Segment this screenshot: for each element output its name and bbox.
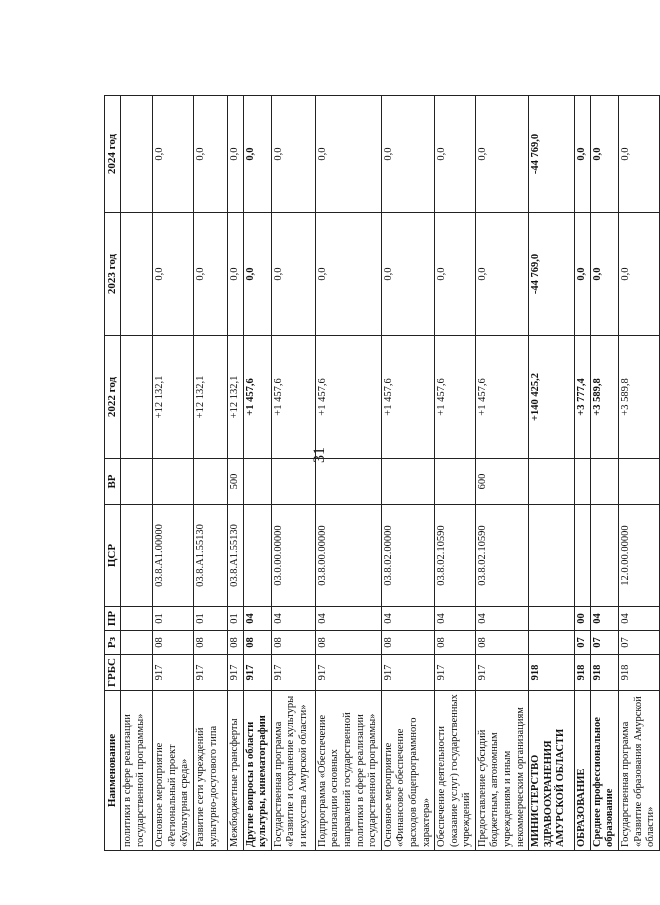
cell-name: МИНИСТЕРСТВО ЗДРАВООХРАНЕНИЯ АМУРСКОЙ ОБЛАСТИ xyxy=(529,691,575,851)
cell-grbs: 918 xyxy=(575,655,591,691)
cell-2024: 0,0 xyxy=(381,96,434,213)
cell-2022 xyxy=(121,336,153,459)
cell-pr: 00 xyxy=(575,607,591,631)
cell-grbs: 917 xyxy=(227,655,243,691)
cell-name: Основное мероприятие «Региональный проект «Культурная среда» xyxy=(153,691,194,851)
cell-rz: 08 xyxy=(381,631,434,655)
cell-2024: 0,0 xyxy=(315,96,381,213)
cell-name: Среднее профессиональное образование xyxy=(590,691,618,851)
table-row xyxy=(121,96,153,851)
cell-vr xyxy=(315,459,381,505)
header-pr: ПР xyxy=(105,607,121,631)
cell-name: Межбюджетные трансферты xyxy=(227,691,243,851)
header-2023: 2023 год xyxy=(105,213,121,336)
cell-vr xyxy=(121,459,153,505)
cell-2023: 0,0 xyxy=(475,213,528,336)
cell-2022: +140 425,2 xyxy=(529,336,575,459)
cell-rz: 08 xyxy=(435,631,476,655)
cell-pr: 04 xyxy=(475,607,528,631)
cell-pr: 01 xyxy=(153,607,194,631)
table-row xyxy=(227,96,243,851)
cell-vr xyxy=(619,459,660,505)
cell-csr: 03.0.00.00000 xyxy=(271,505,315,607)
header-2022: 2022 год xyxy=(105,336,121,459)
cell-2023: -44 769,0 xyxy=(529,213,575,336)
cell-vr xyxy=(271,459,315,505)
cell-2022: +1 457,6 xyxy=(243,336,271,459)
cell-2023: 0,0 xyxy=(243,213,271,336)
cell-rz: 08 xyxy=(475,631,528,655)
cell-csr: 12.0.00.00000 xyxy=(619,505,660,607)
cell-grbs: 918 xyxy=(529,655,575,691)
cell-pr xyxy=(529,607,575,631)
cell-grbs: 917 xyxy=(153,655,194,691)
cell-pr xyxy=(121,607,153,631)
cell-2022: +12 132,1 xyxy=(153,336,194,459)
cell-csr: 03.8.A1.00000 xyxy=(153,505,194,607)
cell-csr xyxy=(243,505,271,607)
cell-pr: 04 xyxy=(243,607,271,631)
cell-csr xyxy=(121,505,153,607)
cell-rz: 08 xyxy=(315,631,381,655)
cell-pr: 04 xyxy=(271,607,315,631)
cell-csr: 03.8.00.00000 xyxy=(315,505,381,607)
cell-2024: 0,0 xyxy=(227,96,243,213)
cell-2022: +1 457,6 xyxy=(475,336,528,459)
cell-2023: 0,0 xyxy=(590,213,618,336)
table-row xyxy=(575,96,591,851)
budget-table xyxy=(104,95,660,851)
header-2024: 2024 год xyxy=(105,96,121,213)
cell-2024: 0,0 xyxy=(153,96,194,213)
cell-2023: 0,0 xyxy=(435,213,476,336)
header-row xyxy=(105,96,121,851)
cell-pr: 04 xyxy=(619,607,660,631)
cell-name: Подпрограмма «Обеспечение реализации основных направлений государственной политики в сфере реализации государственной программы» xyxy=(315,691,381,851)
cell-2024: -44 769,0 xyxy=(529,96,575,213)
cell-pr: 04 xyxy=(315,607,381,631)
cell-csr: 03.8.02.00000 xyxy=(381,505,434,607)
cell-rz: 07 xyxy=(619,631,660,655)
table-row xyxy=(619,96,660,851)
cell-vr xyxy=(529,459,575,505)
cell-2022: +1 457,6 xyxy=(381,336,434,459)
cell-rz: 08 xyxy=(153,631,194,655)
cell-grbs xyxy=(121,655,153,691)
cell-grbs: 917 xyxy=(381,655,434,691)
table-row xyxy=(475,96,528,851)
cell-csr: 03.8.A1.55130 xyxy=(193,505,227,607)
cell-csr: 03.8.02.10590 xyxy=(435,505,476,607)
cell-vr xyxy=(243,459,271,505)
cell-2023: 0,0 xyxy=(381,213,434,336)
cell-2022: +3 777,4 xyxy=(575,336,591,459)
cell-2022: +1 457,6 xyxy=(315,336,381,459)
cell-pr: 04 xyxy=(590,607,618,631)
cell-name: Другие вопросы в области культуры, кинематографии xyxy=(243,691,271,851)
cell-vr xyxy=(435,459,476,505)
cell-grbs: 917 xyxy=(315,655,381,691)
cell-2023 xyxy=(121,213,153,336)
cell-2023: 0,0 xyxy=(193,213,227,336)
cell-grbs: 917 xyxy=(435,655,476,691)
header-rz: Рз xyxy=(105,631,121,655)
cell-2024: 0,0 xyxy=(271,96,315,213)
cell-rz xyxy=(121,631,153,655)
cell-2022: +3 589,8 xyxy=(619,336,660,459)
cell-vr xyxy=(153,459,194,505)
cell-2024: 0,0 xyxy=(590,96,618,213)
cell-pr: 04 xyxy=(381,607,434,631)
cell-name: политики в сфере реализации государственной программы» xyxy=(121,691,153,851)
cell-rz: 07 xyxy=(590,631,618,655)
cell-grbs: 917 xyxy=(243,655,271,691)
cell-name: Государственная программа «Развитие образования Амурской области» xyxy=(619,691,660,851)
table-row xyxy=(153,96,194,851)
cell-2022: +1 457,6 xyxy=(435,336,476,459)
table-body xyxy=(121,96,660,851)
cell-pr: 01 xyxy=(193,607,227,631)
cell-rz: 08 xyxy=(227,631,243,655)
header-csr: ЦСР xyxy=(105,505,121,607)
cell-name: Основное мероприятие «Финансовое обеспечение расходов общепрограммного характера» xyxy=(381,691,434,851)
cell-grbs: 917 xyxy=(271,655,315,691)
cell-2022: +12 132,1 xyxy=(227,336,243,459)
cell-2024: 0,0 xyxy=(575,96,591,213)
cell-name: Обеспечение деятельности (оказание услуг) государственных учреждений xyxy=(435,691,476,851)
cell-2024: 0,0 xyxy=(243,96,271,213)
table-row xyxy=(590,96,618,851)
cell-vr xyxy=(590,459,618,505)
cell-name: ОБРАЗОВАНИЕ xyxy=(575,691,591,851)
header-vr: ВР xyxy=(105,459,121,505)
cell-rz: 07 xyxy=(575,631,591,655)
cell-grbs: 918 xyxy=(619,655,660,691)
table-row xyxy=(381,96,434,851)
cell-2023: 0,0 xyxy=(227,213,243,336)
cell-2023: 0,0 xyxy=(315,213,381,336)
cell-2022: +3 589,8 xyxy=(590,336,618,459)
table-row xyxy=(315,96,381,851)
page-number: 31 xyxy=(311,447,328,463)
cell-2024 xyxy=(121,96,153,213)
cell-grbs: 917 xyxy=(475,655,528,691)
cell-name: Предоставление субсидий бюджетным, автономным учреждениям и иным некоммерческим организациям xyxy=(475,691,528,851)
cell-csr: 03.8.02.10590 xyxy=(475,505,528,607)
cell-vr: 500 xyxy=(227,459,243,505)
cell-rz: 08 xyxy=(193,631,227,655)
cell-csr xyxy=(529,505,575,607)
cell-2023: 0,0 xyxy=(619,213,660,336)
header-grbs: ГРБС xyxy=(105,655,121,691)
table-row xyxy=(243,96,271,851)
cell-2024: 0,0 xyxy=(193,96,227,213)
table-row xyxy=(435,96,476,851)
cell-vr: 600 xyxy=(475,459,528,505)
table-row xyxy=(529,96,575,851)
cell-grbs: 918 xyxy=(590,655,618,691)
cell-vr xyxy=(381,459,434,505)
rotated-table-container xyxy=(104,96,657,851)
cell-grbs: 917 xyxy=(193,655,227,691)
cell-name: Государственная программа «Развитие и сохранение культуры и искусства Амурской области» xyxy=(271,691,315,851)
cell-rz: 08 xyxy=(271,631,315,655)
cell-name: Развитие сети учреждений культурно-досугового типа xyxy=(193,691,227,851)
cell-rz: 08 xyxy=(243,631,271,655)
cell-2023: 0,0 xyxy=(271,213,315,336)
cell-csr: 03.8.A1.55130 xyxy=(227,505,243,607)
cell-2024: 0,0 xyxy=(435,96,476,213)
cell-2023: 0,0 xyxy=(575,213,591,336)
table-row xyxy=(193,96,227,851)
cell-pr: 04 xyxy=(435,607,476,631)
cell-csr xyxy=(590,505,618,607)
cell-pr: 01 xyxy=(227,607,243,631)
header-name: Наименование xyxy=(105,691,121,851)
table-row xyxy=(271,96,315,851)
cell-csr xyxy=(575,505,591,607)
cell-vr xyxy=(575,459,591,505)
cell-rz xyxy=(529,631,575,655)
cell-vr xyxy=(193,459,227,505)
cell-2024: 0,0 xyxy=(619,96,660,213)
cell-2022: +12 132,1 xyxy=(193,336,227,459)
cell-2022: +1 457,6 xyxy=(271,336,315,459)
cell-2024: 0,0 xyxy=(475,96,528,213)
cell-2023: 0,0 xyxy=(153,213,194,336)
